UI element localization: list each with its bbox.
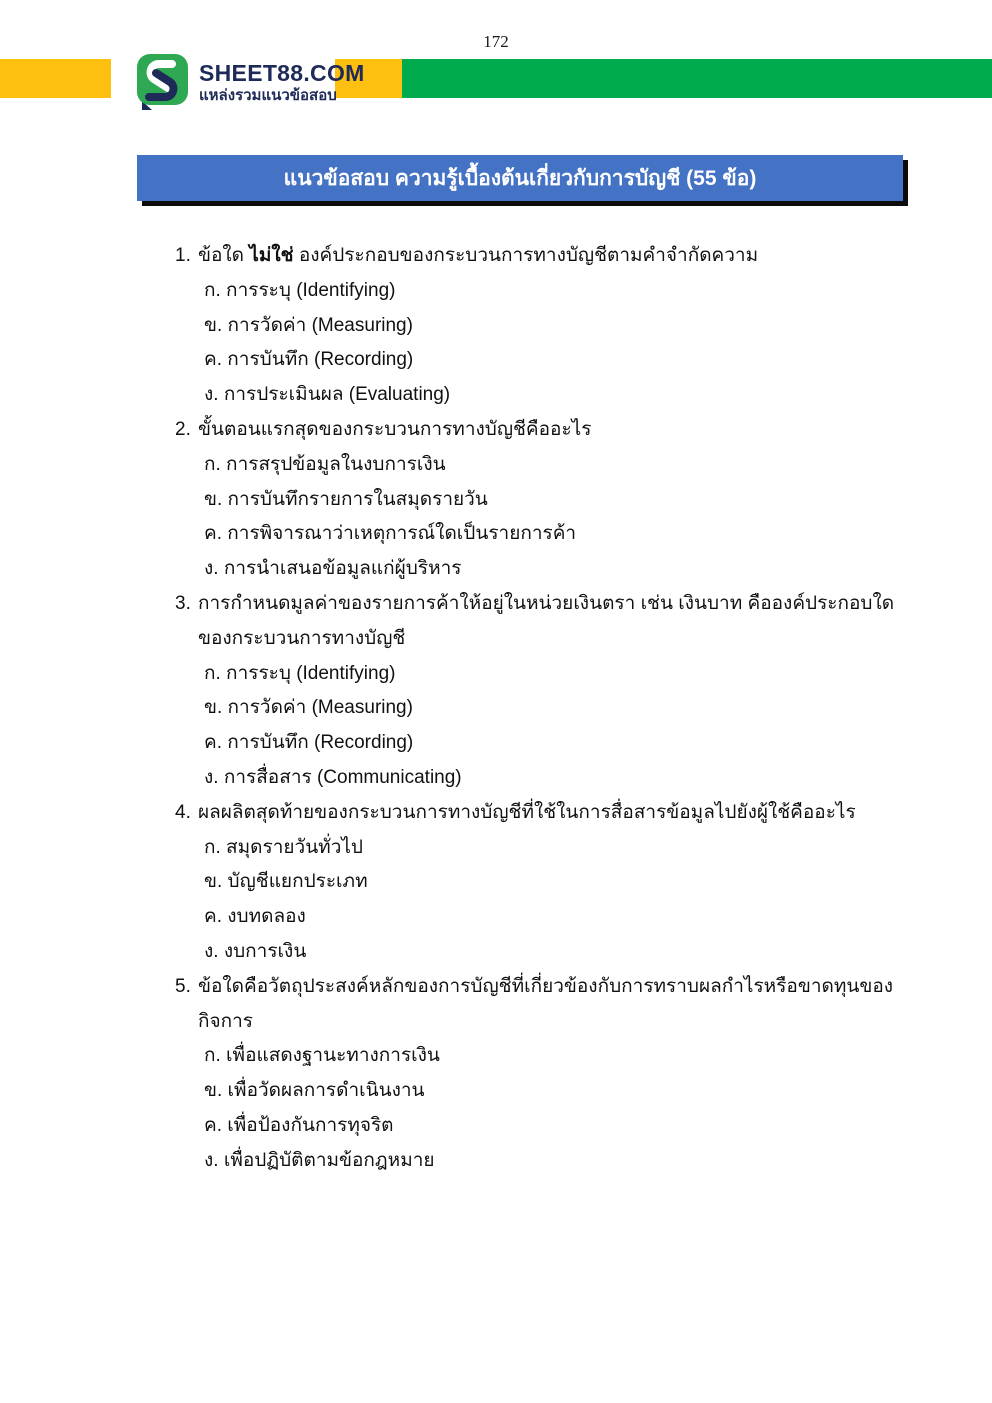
choice-c: ค. การบันทึก (Recording) — [204, 732, 414, 754]
question-number: 1. — [175, 245, 191, 266]
choice-b: ข. บัญชีแยกประเภท — [204, 871, 368, 893]
question-2 — [175, 413, 920, 587]
question-text: ผลผลิตสุดท้ายของกระบวนการทางบัญชีที่ใช้ในการสื่อสารข้อมูลไปยังผู้ใช้คืออะไร — [198, 801, 856, 823]
choice-b: ข. เพื่อวัดผลการดำเนินงาน — [204, 1080, 425, 1102]
question-number: 2. — [175, 418, 191, 440]
exam-title: แนวข้อสอบ ความรู้เบื้องต้นเกี่ยวกับการบัญชี (55 ข้อ) — [283, 166, 757, 190]
exam-title-banner — [137, 155, 903, 201]
choice-d: ง. การนำเสนอข้อมูลแก่ผู้บริหาร — [204, 558, 462, 580]
page-number: 172 — [483, 32, 509, 51]
question-text: การกำหนดมูลค่าของรายการค้าให้อยู่ในหน่วยเงินตรา เช่น เงินบาท คือองค์ประกอบใดของกระบวนการทางบัญชี — [198, 592, 895, 649]
question-number: 4. — [175, 801, 191, 823]
header-bar-green — [402, 59, 992, 98]
choice-a: ก. การระบุ (Identifying) — [204, 662, 396, 684]
choice-d: ง. การสื่อสาร (Communicating) — [204, 766, 462, 788]
choice-c: ค. การพิจารณาว่าเหตุการณ์ใดเป็นรายการค้า — [204, 523, 577, 545]
question-5 — [175, 970, 920, 1179]
question-text: ข้อใดคือวัตถุประสงค์หลักของการบัญชีที่เกี่ยวข้องกับการทราบผลกำไรหรือขาดทุนของกิจการ — [198, 975, 894, 1032]
question-1 — [175, 239, 920, 413]
question-4 — [175, 796, 920, 970]
choice-a: ก. การระบุ (Identifying) — [204, 279, 396, 301]
question-number: 5. — [175, 975, 191, 997]
choice-c: ค. งบทดลอง — [204, 906, 306, 928]
question-number: 3. — [175, 592, 191, 614]
choice-a: ก. เพื่อแสดงฐานะทางการเงิน — [204, 1045, 440, 1067]
question-list — [175, 239, 920, 1179]
choice-c: ค. เพื่อป้องกันการทุจริต — [204, 1114, 394, 1136]
choice-a: ก. การสรุปข้อมูลในงบการเงิน — [204, 453, 446, 475]
sheet88-logo-icon — [134, 53, 190, 111]
choice-a: ก. สมุดรายวันทั่วไป — [204, 836, 363, 858]
sheet88-logo-title: SHEET88.COM — [199, 59, 365, 86]
question-text: ขั้นตอนแรกสุดของกระบวนการทางบัญชีคืออะไร — [198, 418, 592, 440]
choice-b: ข. การวัดค่า (Measuring) — [204, 697, 413, 719]
question-3 — [175, 587, 920, 796]
choice-d: ง. งบการเงิน — [204, 940, 307, 962]
header-bar-yellow-left — [0, 59, 111, 98]
choice-b: ข. การวัดค่า (Measuring) — [204, 314, 413, 336]
sheet88-logo-subtitle: แหล่งรวมแนวข้อสอบ — [199, 86, 337, 104]
choice-d: ง. เพื่อปฏิบัติตามข้อกฎหมาย — [204, 1149, 435, 1171]
question-bold-word: ไม่ใช่ — [249, 245, 294, 266]
choice-b: ข. การบันทึกรายการในสมุดรายวัน — [204, 488, 488, 510]
sheet88-logo-text — [199, 60, 365, 105]
question-text: ข้อใด ไม่ใช่ องค์ประกอบของกระบวนการทางบัญชีตามคำจำกัดความ — [198, 245, 759, 266]
choice-d: ง. การประเมินผล (Evaluating) — [204, 384, 451, 406]
sheet88-logo — [134, 53, 365, 111]
choice-c: ค. การบันทึก (Recording) — [204, 349, 414, 371]
